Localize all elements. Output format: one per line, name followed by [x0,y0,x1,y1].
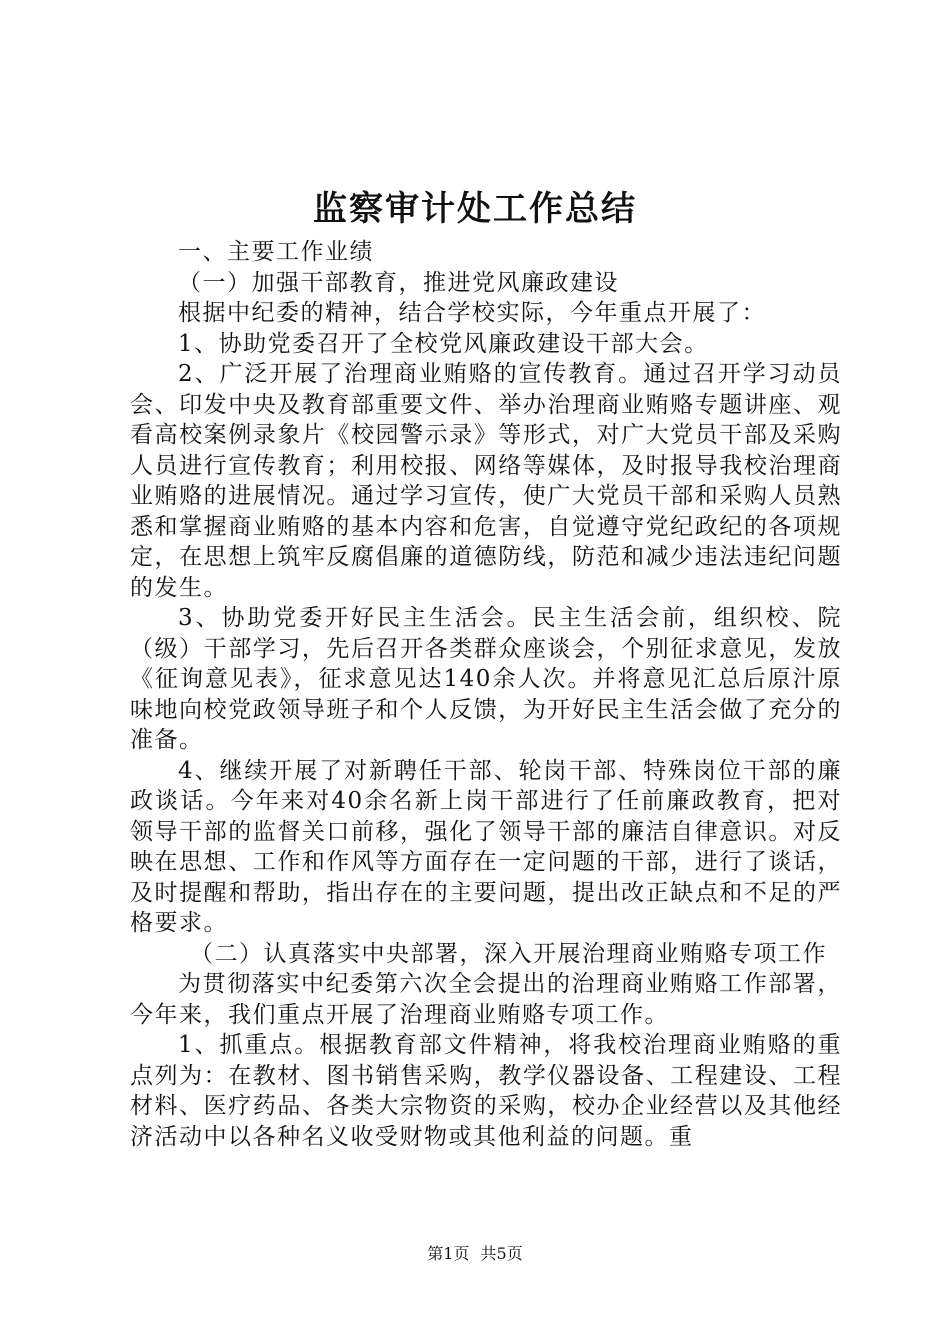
section-heading-1: 一、主要工作业绩 [178,239,374,265]
paragraph: 3、协助党委开好民主生活会。民主生活会前，组织校、院（级）干部学习，先后召开各类群众座谈会，个别征求意见，发放《征询意见表》，征求意见达140余人次。并将意见汇总后原汁原味地向校党政领导班子和个人反馈，为开好民主生活会做了充分的准备。 [130,605,842,753]
subsection-heading-1: （一）加强干部教育，推进党风廉政建设 [178,269,619,296]
paragraph: 1、协助党委召开了全校党风廉政建设干部大会。 [178,330,709,357]
document-title: 监察审计处工作总结 [313,189,637,229]
paragraph: 为贯彻落实中纪委第六次全会提出的治理商业贿赂工作部署，今年来，我们重点开展了治理商业贿赂专项工作。 [130,971,842,1028]
paragraph: 根据中纪委的精神，结合学校实际，今年重点开展了： [178,300,766,326]
document-body [130,237,842,1152]
paragraph: 1、抓重点。根据教育部文件精神，将我校治理商业贿赂的重点列为：在教材、图书销售采购，教学仪器设备、工程建设、工程材料、医疗药品、各类大宗物资的采购，校办企业经营以及其他经济活动中以各种名义收受财物或其他利益的问题。重 [130,1032,842,1150]
subsection-heading-2: （二）认真落实中央部署，深入开展治理商业贿赂专项工作 [190,940,827,967]
paragraph: 4、继续开展了对新聘任干部、轮岗干部、特殊岗位干部的廉政谈话。今年来对40余名新上岗干部进行了任前廉政教育，把对领导干部的监督关口前移，强化了领导干部的廉洁自律意识。对反映在思想、工作和作风等方面存在一定问题的干部，进行了谈话，及时提醒和帮助，指出存在的主要问题，提出改正缺点和不足的严格要求。 [130,757,842,936]
page-number: 第1页 [427,1244,470,1263]
page-total: 共5页 [480,1244,523,1263]
paragraph: 2、广泛开展了治理商业贿赂的宣传教育。通过召开学习动员会、印发中央及教育部重要文件、举办治理商业贿赂专题讲座、观看高校案例录象片《校园警示录》等形式，对广大党员干部及采购人员进行宣传教育；利用校报、网络等媒体，及时报导我校治理商业贿赂的进展情况。通过学习宣传，使广大党员干部和采购人员熟悉和掌握商业贿赂的基本内容和危害，自觉遵守党纪政纪的各项规定，在思想上筑牢反腐倡廉的道德防线，防范和减少违法违纪问题的发生。 [130,361,842,601]
page-footer [0,1243,950,1265]
